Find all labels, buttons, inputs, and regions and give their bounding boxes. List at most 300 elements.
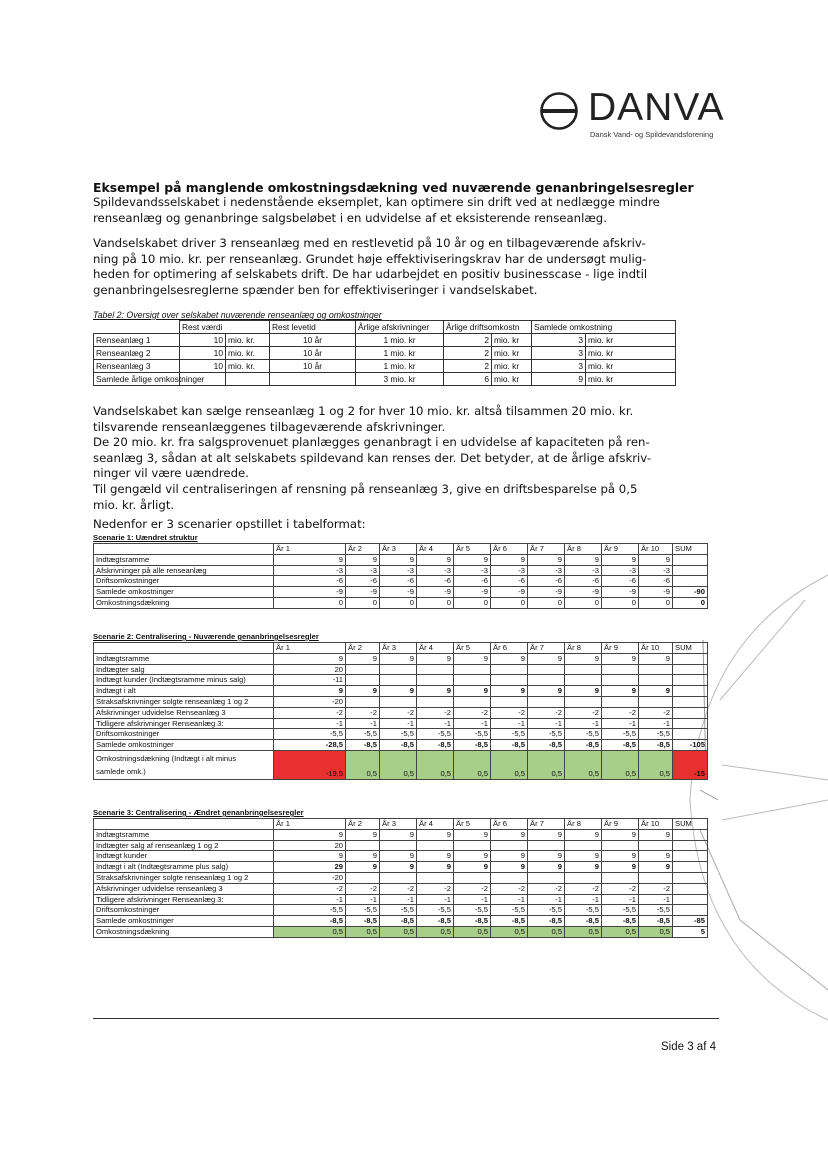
year-header: År 6 <box>491 544 528 555</box>
table2-header-cell: Rest levetid <box>270 321 356 334</box>
scenario-value-cell: 0,5 <box>602 750 639 779</box>
scenario-value-cell: -1 <box>274 894 346 905</box>
scenario-value-cell: 9 <box>346 862 380 873</box>
scenario-value-cell <box>417 872 454 883</box>
scenario3-title: Scenarie 3: Centralisering - Ændret genanbringelsesregler <box>93 808 304 817</box>
scenario-value-cell: -1 <box>380 894 417 905</box>
scenario-row <box>94 587 708 598</box>
scenario-value-cell: -2 <box>491 883 528 894</box>
year-header: År 3 <box>380 544 417 555</box>
scenario-value-cell: 0,5 <box>417 750 454 779</box>
scenario-value-cell: -1 <box>491 718 528 729</box>
scenario-value-cell: -5,5 <box>639 905 673 916</box>
scenario-value-cell: -1 <box>417 894 454 905</box>
scenario-row-label: Indtægtsramme <box>94 554 274 565</box>
scenario-value-cell <box>565 840 602 851</box>
table2-cell: 3 <box>532 334 586 347</box>
year-header: År 10 <box>639 643 673 654</box>
scenario-row-label: Straksafskrivninger solgte renseanlæg 1 og 2 <box>94 696 274 707</box>
table2-cell: mio. kr <box>492 360 532 373</box>
scenario-value-cell: 0,5 <box>380 926 417 937</box>
table2-cell: 10 år <box>270 334 356 347</box>
scenario-value-cell: -6 <box>274 576 346 587</box>
scenario-value-cell: 9 <box>417 862 454 873</box>
scenario-value-cell <box>528 872 565 883</box>
scenario-value-cell: -8,5 <box>380 740 417 751</box>
year-header: År 1 <box>274 819 346 830</box>
scenario-row <box>94 894 708 905</box>
scenario-value-cell: -5,5 <box>417 729 454 740</box>
table2-cell: mio. kr <box>586 334 676 347</box>
table2-cell: 6 <box>444 373 492 386</box>
scenario-value-cell: 9 <box>274 851 346 862</box>
scenario-header-blank <box>94 819 274 830</box>
scenario-row-label: Samlede omkostninger <box>94 916 274 927</box>
scenario-value-cell: -1 <box>380 718 417 729</box>
scenario-value-cell: 9 <box>491 829 528 840</box>
scenario-value-cell <box>380 872 417 883</box>
scenario-value-cell: 29 <box>274 862 346 873</box>
text-line: De 20 mio. kr. fra salgsprovenuet planlægges genanbragt i en udvidelse af kapaciteten på ren- <box>93 435 650 450</box>
scenario-value-cell: 20 <box>274 664 346 675</box>
sum-header: SUM <box>673 643 708 654</box>
scenario-value-cell: 9 <box>528 851 565 862</box>
scenario-value-cell: -5,5 <box>274 729 346 740</box>
scenario-value-cell: -8,5 <box>454 916 491 927</box>
scenario-value-cell <box>380 840 417 851</box>
scenario-value-cell: -3 <box>454 565 491 576</box>
scenario-row-label: Straksafskrivninger solgte renseanlæg 1 og 2 <box>94 872 274 883</box>
scenario-sum-cell <box>673 862 708 873</box>
scenario-value-cell: -5,5 <box>639 729 673 740</box>
year-header: År 9 <box>602 819 639 830</box>
scenario-value-cell: 0 <box>491 597 528 608</box>
scenario-row <box>94 554 708 565</box>
scenario-value-cell: -9 <box>274 587 346 598</box>
scenario-row-label: Afskrivninger på alle renseanlæg <box>94 565 274 576</box>
text-line: tilsvarende renseanlæggenes tilbageværende afskrivninger. <box>93 419 446 434</box>
year-header: År 2 <box>346 819 380 830</box>
scenario-value-cell: -5,5 <box>346 729 380 740</box>
logo-subtitle: Dansk Vand- og Spildevandsforening <box>590 130 714 139</box>
table2-cell: 1 mio. kr <box>356 334 444 347</box>
scenario-value-cell: 9 <box>417 686 454 697</box>
scenario-value-cell: -5,5 <box>528 729 565 740</box>
table2-cell: mio. kr <box>492 347 532 360</box>
scenario-row-label: Driftsomkostninger <box>94 905 274 916</box>
table2-cell: 2 <box>444 347 492 360</box>
scenario-sum-cell <box>673 576 708 587</box>
scenario-value-cell: 0,5 <box>417 926 454 937</box>
scenario-header-blank <box>94 544 274 555</box>
scenario-value-cell <box>454 696 491 707</box>
scenario-value-cell: -8,5 <box>454 740 491 751</box>
table2-row <box>94 373 676 386</box>
scenario-value-cell: 9 <box>602 686 639 697</box>
scenario-value-cell: -1 <box>491 894 528 905</box>
scenario-sum-cell <box>673 554 708 565</box>
scenario-value-cell: 9 <box>491 686 528 697</box>
year-header: År 9 <box>602 544 639 555</box>
scenario-value-cell: 9 <box>380 686 417 697</box>
table2-cell: mio. kr. <box>226 334 270 347</box>
scenario-value-cell <box>346 872 380 883</box>
scenario-value-cell: -6 <box>454 576 491 587</box>
scenario-value-cell: 9 <box>565 851 602 862</box>
scenario-value-cell: -6 <box>346 576 380 587</box>
scenario-row <box>94 653 708 664</box>
scenario-value-cell <box>602 664 639 675</box>
scenario-value-cell <box>639 664 673 675</box>
scenario-value-cell: -1 <box>565 718 602 729</box>
scenario-value-cell: 0 <box>639 597 673 608</box>
table2-cell <box>270 373 356 386</box>
paragraph-3 <box>93 404 651 513</box>
scenario-value-cell: -8,5 <box>491 740 528 751</box>
year-header: År 5 <box>454 819 491 830</box>
year-header: År 2 <box>346 643 380 654</box>
scenario-row-label: Samlede omkostninger <box>94 587 274 598</box>
label-line: samlede omk.) <box>96 766 146 776</box>
year-header: År 10 <box>639 544 673 555</box>
year-header: År 3 <box>380 819 417 830</box>
scenario-value-cell: 0 <box>565 597 602 608</box>
scenario-value-cell: -6 <box>528 576 565 587</box>
table2-header-cell: Årlige driftsomkostn <box>444 321 532 334</box>
scenario-value-cell: -2 <box>346 707 380 718</box>
scenario-value-cell: -1 <box>528 894 565 905</box>
scenario-value-cell: -9 <box>565 587 602 598</box>
scenario-value-cell: 0 <box>346 597 380 608</box>
scenario-value-cell <box>602 840 639 851</box>
scenario-value-cell: -5,5 <box>380 905 417 916</box>
scenario-row <box>94 565 708 576</box>
scenario-value-cell: -1 <box>454 894 491 905</box>
scenario-row <box>94 696 708 707</box>
scenario-value-cell: -8,5 <box>346 740 380 751</box>
table2-row <box>94 347 676 360</box>
sum-header: SUM <box>673 544 708 555</box>
year-header: År 8 <box>565 819 602 830</box>
table2-cell: mio. kr <box>492 334 532 347</box>
scenario-row-label: Omkostningsdækning <box>94 926 274 937</box>
scenario-row <box>94 729 708 740</box>
scenario-value-cell <box>639 696 673 707</box>
scenario-value-cell <box>454 675 491 686</box>
text-line: ninger vil være uændrede. <box>93 466 249 481</box>
scenario-sum-cell <box>673 872 708 883</box>
scenario-row-label: Driftsomkostninger <box>94 576 274 587</box>
table2-cell: mio. kr <box>586 360 676 373</box>
scenario-value-cell: -1 <box>274 718 346 729</box>
scenario-value-cell: -2 <box>528 707 565 718</box>
scenario-value-cell: 9 <box>380 554 417 565</box>
scenario-row <box>94 829 708 840</box>
scenario-sum-cell: 0 <box>673 597 708 608</box>
scenario-value-cell: 9 <box>346 851 380 862</box>
scenario-value-cell: 9 <box>639 829 673 840</box>
scenario-sum-cell <box>673 565 708 576</box>
table2-cell: 10 år <box>270 360 356 373</box>
scenario-value-cell: -3 <box>417 565 454 576</box>
scenario-header-blank <box>94 643 274 654</box>
scenario-value-cell: 9 <box>417 554 454 565</box>
scenario-row-label: Afskrivninger udvidelse renseanlæg 3 <box>94 883 274 894</box>
scenario2-table <box>93 642 708 780</box>
scenario-sum-cell: 5 <box>673 926 708 937</box>
scenario-row-label: Driftsomkostninger <box>94 729 274 740</box>
scenario-sum-cell <box>673 894 708 905</box>
scenario-value-cell: 9 <box>528 554 565 565</box>
scenario-value-cell: 9 <box>602 829 639 840</box>
text-line: Spildevandsselskabet i nedenstående eksemplet, kan optimere sin drift ved at nedlægge mindre <box>93 195 660 209</box>
scenario-sum-cell <box>673 686 708 697</box>
scenario-value-cell: 0,5 <box>565 926 602 937</box>
scenario-value-cell: 9 <box>454 686 491 697</box>
scenario-value-cell: 9 <box>417 653 454 664</box>
table2-cell: mio. kr <box>586 347 676 360</box>
scenario-value-cell: -5,5 <box>380 729 417 740</box>
scenario-header-row <box>94 544 708 555</box>
scenario-value-cell: -1 <box>639 718 673 729</box>
label-line: Omkostningsdækning (Indtægt i alt minus <box>96 753 237 763</box>
scenario-value-cell: 0 <box>380 597 417 608</box>
scenario-value-cell <box>417 840 454 851</box>
scenario-value-cell: -2 <box>454 883 491 894</box>
scenario-value-cell <box>454 664 491 675</box>
scenario-value-cell: 9 <box>346 554 380 565</box>
scenario-value-cell: -1 <box>417 718 454 729</box>
scenario-value-cell <box>639 675 673 686</box>
scenario-row <box>94 862 708 873</box>
scenario-value-cell: -2 <box>639 883 673 894</box>
intro-paragraph <box>93 195 660 226</box>
scenario-value-cell: 0,5 <box>639 750 673 779</box>
scenario-value-cell: -1 <box>602 894 639 905</box>
scenario-value-cell: 9 <box>565 686 602 697</box>
scenario1-table <box>93 543 708 609</box>
table2-row <box>94 334 676 347</box>
scenario-sum-cell <box>673 905 708 916</box>
scenario-value-cell <box>565 696 602 707</box>
scenario-value-cell: 9 <box>565 829 602 840</box>
scenario-value-cell: -8,5 <box>417 740 454 751</box>
scenario-value-cell: 9 <box>639 653 673 664</box>
scenario-value-cell: 9 <box>491 851 528 862</box>
year-header: År 7 <box>528 819 565 830</box>
table2-caption: Tabel 2: Oversigt over selskabet nuværende renseanlæg og omkostninger <box>93 310 382 320</box>
scenario-value-cell <box>380 664 417 675</box>
scenario-value-cell: -5,5 <box>274 905 346 916</box>
year-header: År 8 <box>565 544 602 555</box>
text-line: genanbringelsesreglerne spænder ben for effektiviseringer i vandselskabet. <box>93 282 538 297</box>
year-header: År 7 <box>528 643 565 654</box>
scenario-value-cell: -3 <box>491 565 528 576</box>
scenario-row-label: Indtægter salg af renseanlæg 1 og 2 <box>94 840 274 851</box>
year-header: År 4 <box>417 643 454 654</box>
table2-cell: 2 <box>444 360 492 373</box>
scenario-value-cell: 9 <box>454 829 491 840</box>
scenario-value-cell: -5,5 <box>565 729 602 740</box>
scenario-value-cell <box>454 872 491 883</box>
table2-cell: 2 <box>444 334 492 347</box>
scenario-value-cell: 9 <box>565 653 602 664</box>
scenario-value-cell: -20 <box>274 696 346 707</box>
scenario-value-cell <box>380 675 417 686</box>
scenario-value-cell: 9 <box>454 862 491 873</box>
scenario-value-cell: 9 <box>454 653 491 664</box>
table2-cell: 10 år <box>270 347 356 360</box>
text-line: renseanlæg og genanbringe salgsbeløbet i en udvidelse af et eksisterende renseanlæg. <box>93 210 607 225</box>
table2-cell: mio. kr. <box>226 347 270 360</box>
scenario-value-cell <box>491 696 528 707</box>
scenario-value-cell: -2 <box>639 707 673 718</box>
scenario-value-cell: -2 <box>380 883 417 894</box>
scenario-value-cell: 0 <box>602 597 639 608</box>
scenario-header-row <box>94 819 708 830</box>
scenario-value-cell: -11 <box>274 675 346 686</box>
scenario-value-cell: 9 <box>491 653 528 664</box>
scenario-value-cell: 0,5 <box>346 926 380 937</box>
year-header: År 1 <box>274 643 346 654</box>
scenario3-table <box>93 818 708 938</box>
table2-cell: mio. kr. <box>226 360 270 373</box>
scenario-value-cell <box>491 664 528 675</box>
table2-header-row <box>94 321 676 334</box>
logo-wordmark: DANVA <box>588 86 725 129</box>
text-line: Til gengæld vil centraliseringen af rensning på renseanlæg 3, give en driftsbesparelse på 0,5 <box>93 481 638 496</box>
scenario-value-cell: 9 <box>528 862 565 873</box>
sum-header: SUM <box>673 819 708 830</box>
scenario-value-cell <box>346 840 380 851</box>
scenario-value-cell: -6 <box>602 576 639 587</box>
scenario-value-cell: 9 <box>274 653 346 664</box>
scenario-value-cell: 0,5 <box>602 926 639 937</box>
scenario-value-cell: 9 <box>602 851 639 862</box>
scenario-value-cell: -5,5 <box>602 905 639 916</box>
text-line: ning på 10 mio. kr. per renseanlæg. Grundet høje effektiviseringskrav har de undersøgt mulig- <box>93 251 647 266</box>
scenario-value-cell: 9 <box>380 862 417 873</box>
scenario-value-cell: 9 <box>274 829 346 840</box>
scenario-value-cell: -3 <box>565 565 602 576</box>
table2-cell: Renseanlæg 1 <box>94 334 180 347</box>
scenario-value-cell <box>417 675 454 686</box>
scenario-value-cell: 0,5 <box>491 750 528 779</box>
scenario-value-cell: 0,5 <box>565 750 602 779</box>
scenario-row-label: Indtægter salg <box>94 664 274 675</box>
scenario-value-cell: -8,5 <box>417 916 454 927</box>
scenario-value-cell: -8,5 <box>602 916 639 927</box>
scenario-value-cell: 9 <box>528 653 565 664</box>
year-header: År 4 <box>417 544 454 555</box>
scenario-value-cell: -8,5 <box>528 740 565 751</box>
scenario-value-cell <box>565 872 602 883</box>
table2-cell: 1 mio. kr <box>356 347 444 360</box>
scenario-value-cell: 9 <box>454 851 491 862</box>
scenario-value-cell: -2 <box>528 883 565 894</box>
scenario-value-cell: 9 <box>380 829 417 840</box>
scenario-value-cell: -9 <box>417 587 454 598</box>
scenario-value-cell: 9 <box>346 653 380 664</box>
scenario-row-label: Indtægt kunder (Indtægtsramme minus salg) <box>94 675 274 686</box>
scenario-sum-cell <box>673 718 708 729</box>
scenario-value-cell: -8,5 <box>380 916 417 927</box>
scenario-value-cell: -28,5 <box>274 740 346 751</box>
scenario-value-cell: -3 <box>528 565 565 576</box>
scenario-value-cell: -3 <box>380 565 417 576</box>
scenario-value-cell: 9 <box>274 554 346 565</box>
scenario-sum-cell <box>673 653 708 664</box>
scenario-row-label: Indtægtsramme <box>94 829 274 840</box>
scenario-row-label: Tidligere afskrivninger Renseanlæg 3: <box>94 894 274 905</box>
scenario-value-cell: 9 <box>346 686 380 697</box>
year-header: År 10 <box>639 819 673 830</box>
scenario-value-cell: -2 <box>417 707 454 718</box>
scenario-sum-cell: -15 <box>673 750 708 779</box>
scenario-value-cell: 0,5 <box>274 926 346 937</box>
scenario-value-cell: -2 <box>602 707 639 718</box>
scenario-sum-cell <box>673 696 708 707</box>
scenario-header-row <box>94 643 708 654</box>
scenario-value-cell: -2 <box>380 707 417 718</box>
scenario-value-cell: 9 <box>639 686 673 697</box>
year-header: År 6 <box>491 643 528 654</box>
scenario-sum-cell <box>673 675 708 686</box>
scenario-value-cell: -6 <box>565 576 602 587</box>
footer-divider <box>93 1018 719 1019</box>
scenario-row-label: Afskrivninger udvidelse Renseanlæg 3 <box>94 707 274 718</box>
scenario-value-cell: -1 <box>602 718 639 729</box>
scenario-value-cell: 9 <box>565 554 602 565</box>
scenario-value-cell: 9 <box>491 862 528 873</box>
scenario-value-cell: -5,5 <box>528 905 565 916</box>
scenario-value-cell: -1 <box>528 718 565 729</box>
scenario-row-label: Indtægt i alt (Indtægtsramme plus salg) <box>94 862 274 873</box>
table2-cell: Renseanlæg 2 <box>94 347 180 360</box>
scenario-row <box>94 872 708 883</box>
scenario-value-cell: -2 <box>417 883 454 894</box>
scenario-value-cell: -9 <box>528 587 565 598</box>
scenario-value-cell: -1 <box>639 894 673 905</box>
scenario-value-cell: -3 <box>639 565 673 576</box>
scenario-row <box>94 851 708 862</box>
scenario-row <box>94 675 708 686</box>
scenario-value-cell <box>346 664 380 675</box>
page-heading: Eksempel på manglende omkostningsdækning ved nuværende genanbringelsesregler <box>93 180 694 195</box>
scenario-value-cell: -5,5 <box>417 905 454 916</box>
scenario-value-cell: -6 <box>417 576 454 587</box>
scenario-value-cell <box>528 696 565 707</box>
scenario-row-label <box>94 750 274 779</box>
scenario1-title: Scenarie 1: Uændret struktur <box>93 533 198 542</box>
scenario-value-cell: -5,5 <box>346 905 380 916</box>
scenario-value-cell: 9 <box>454 554 491 565</box>
scenario-row <box>94 686 708 697</box>
scenario-value-cell: 9 <box>639 554 673 565</box>
scenario-value-cell: 9 <box>417 851 454 862</box>
scenario-value-cell: 0,5 <box>491 926 528 937</box>
scenario-value-cell: -5,5 <box>602 729 639 740</box>
table2-cell: 10 <box>180 347 226 360</box>
scenario-row-label: Tidligere afskrivninger Renseanlæg 3: <box>94 718 274 729</box>
scenario-value-cell <box>346 696 380 707</box>
scenario-value-cell <box>639 872 673 883</box>
scenario-value-cell: -1 <box>346 894 380 905</box>
scenario-value-cell: -8,5 <box>528 916 565 927</box>
table2-cell: 9 <box>532 373 586 386</box>
scenario-value-cell: 0,5 <box>528 750 565 779</box>
text-line: mio. kr. årligt. <box>93 497 175 512</box>
